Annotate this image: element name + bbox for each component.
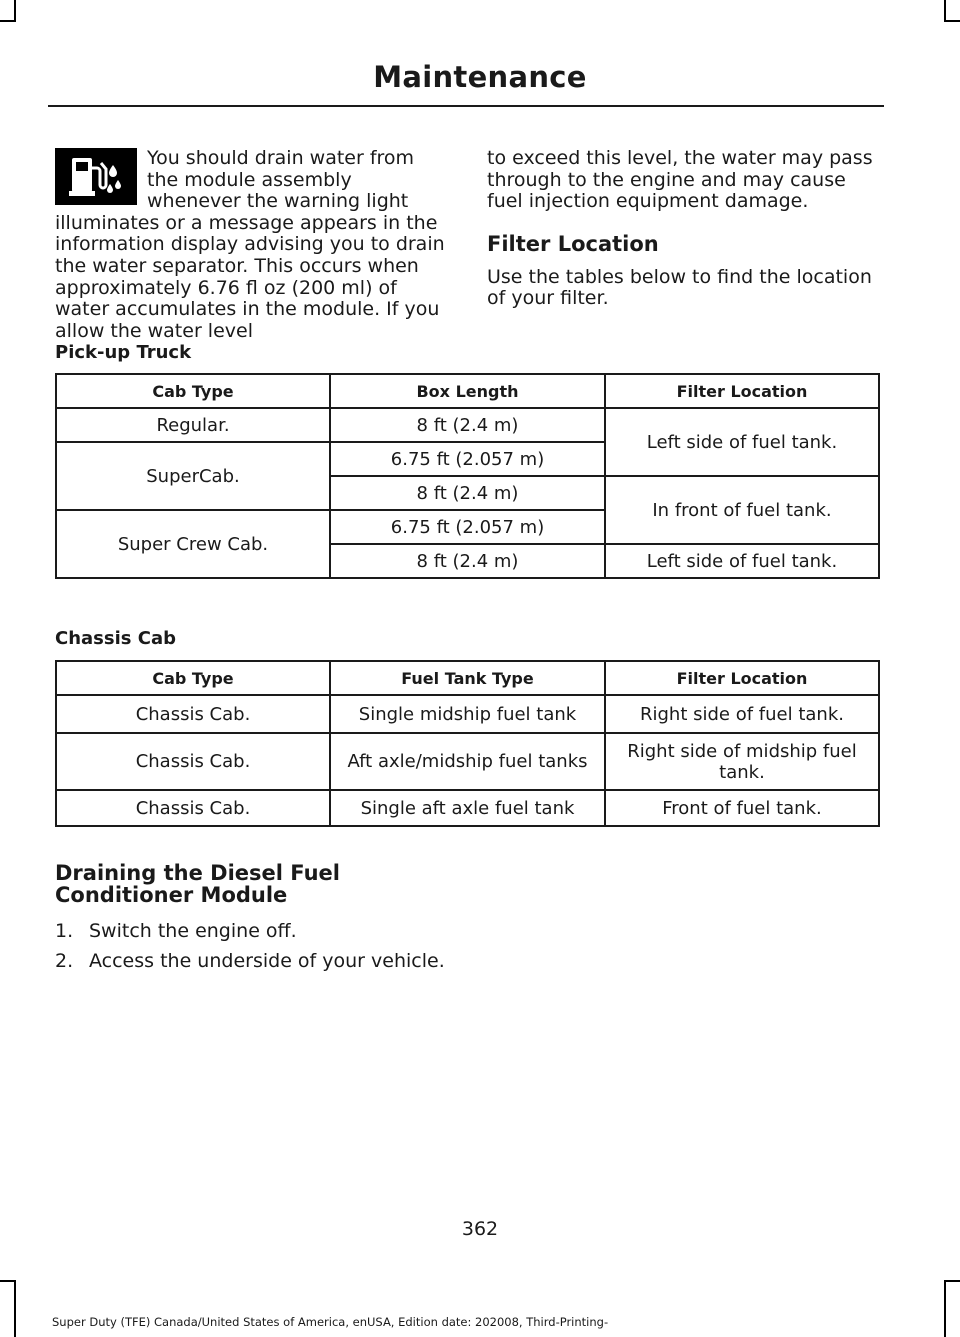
table-cell: Aft axle/midship fuel tanks: [330, 733, 605, 790]
table-cell: Chassis Cab.: [56, 790, 330, 826]
list-item: [55, 920, 445, 942]
intro-right-column: [487, 148, 882, 310]
intro-continuation: to exceed this level, the water may pass through to the engine and may cause fuel injection equipment damage.: [487, 147, 873, 213]
step-number: 1.: [55, 920, 74, 942]
crop-mark: [944, 1280, 946, 1337]
list-item: [55, 950, 445, 972]
crop-mark: [14, 0, 16, 22]
column-header: Cab Type: [56, 661, 330, 695]
table-cell: 6.75 ft (2.057 m): [330, 510, 605, 544]
table-row: [56, 695, 879, 733]
header-divider: [48, 105, 884, 107]
crop-mark: [944, 20, 960, 22]
page-title: Maintenance: [373, 60, 587, 94]
table-cell: SuperCab.: [56, 442, 330, 510]
intro-left-column: [55, 148, 450, 342]
column-header: Cab Type: [56, 374, 330, 408]
table-cell: Right side of fuel tank.: [605, 695, 879, 733]
table-cell: Single aft axle fuel tank: [330, 790, 605, 826]
edition-footer: Super Duty (TFE) Canada/United States of America, enUSA, Edition date: 202008, Third-Printing-: [52, 1315, 609, 1329]
intro-paragraph: You should drain water from the module assembly whenever the warning light illuminates or a message appears in the information display advising you to drain the water separator. This occurs when approximately 6.76 fl oz (200 ml) of water accumulates in the module. If you allow the water level: [55, 147, 445, 342]
filter-location-heading: Filter Location: [487, 231, 659, 256]
step-text: Switch the engine off.: [89, 920, 297, 942]
pickup-table-title: Pick-up Truck: [55, 342, 192, 363]
procedure-steps: [55, 920, 445, 980]
table-cell: Left side of fuel tank.: [605, 544, 879, 578]
step-number: 2.: [55, 950, 74, 972]
table-cell: Regular.: [56, 408, 330, 442]
crop-mark: [944, 0, 946, 22]
column-header: Box Length: [330, 374, 605, 408]
table-row: [56, 733, 879, 790]
table-cell: 6.75 ft (2.057 m): [330, 442, 605, 476]
table-cell: 8 ft (2.4 m): [330, 408, 605, 442]
chassis-table-title: Chassis Cab: [55, 628, 176, 649]
crop-mark: [14, 1280, 16, 1337]
table-cell: Chassis Cab.: [56, 733, 330, 790]
table-cell: Single midship fuel tank: [330, 695, 605, 733]
column-header: Filter Location: [605, 374, 879, 408]
table-cell: Right side of midship fuel tank.: [605, 733, 879, 790]
crop-mark: [944, 1280, 960, 1282]
table-cell: Left side of fuel tank.: [605, 408, 879, 476]
table-cell: 8 ft (2.4 m): [330, 476, 605, 510]
pickup-truck-table: [55, 373, 880, 579]
table-cell: Front of fuel tank.: [605, 790, 879, 826]
fuel-pump-water-icon: [55, 148, 137, 205]
column-header: Fuel Tank Type: [330, 661, 605, 695]
step-text: Access the underside of your vehicle.: [89, 950, 445, 972]
column-header: Filter Location: [605, 661, 879, 695]
crop-mark: [0, 1280, 16, 1282]
table-row: [56, 408, 879, 442]
table-cell: Chassis Cab.: [56, 695, 330, 733]
table-cell: Super Crew Cab.: [56, 510, 330, 578]
draining-heading-line: Draining the Diesel Fuel: [55, 861, 340, 885]
page-number: 362: [461, 1218, 499, 1240]
filter-location-text: Use the tables below to find the location of your filter.: [487, 265, 872, 310]
table-cell: In front of fuel tank.: [605, 476, 879, 544]
crop-mark: [0, 20, 16, 22]
table-row: [56, 790, 879, 826]
draining-heading-line: Conditioner Module: [55, 883, 288, 907]
draining-heading: [55, 862, 340, 906]
chassis-cab-table: [55, 660, 880, 827]
table-cell: 8 ft (2.4 m): [330, 544, 605, 578]
